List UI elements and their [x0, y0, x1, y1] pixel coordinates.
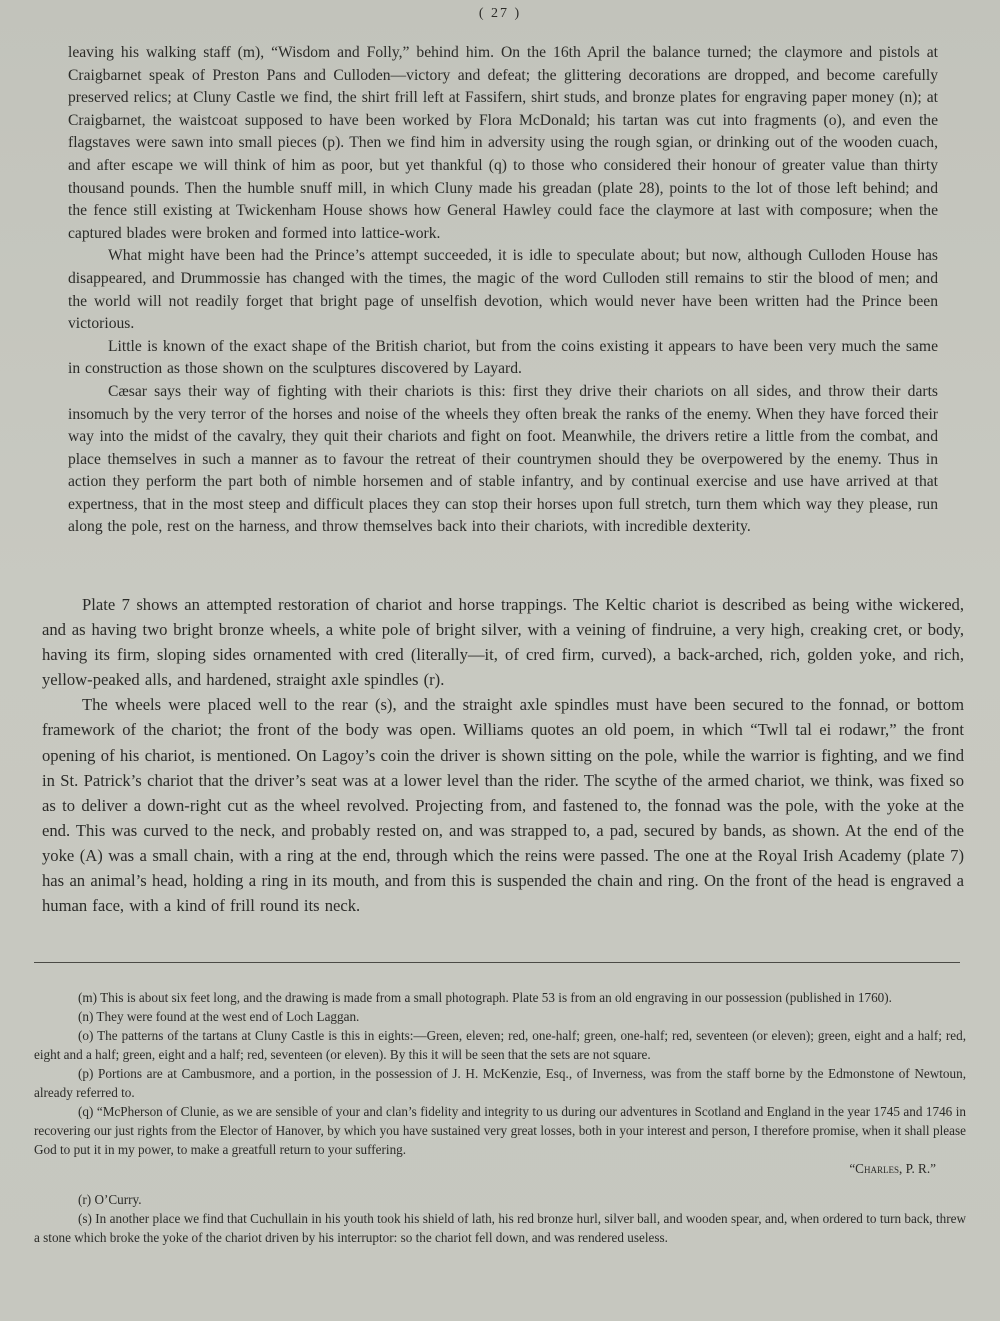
- body-text-lower: [42, 592, 964, 918]
- paragraph-plate-7: Plate 7 shows an attempted restoration of chariot and horse trappings. The Keltic chariot is described as being withe wickered, and as having two bright bronze wheels, a white pole of bright silver, with a veining of findruine, a very high, creaking cret, or body, having its firm, sloping sides ornamented with cred (literally—it, of cred firm, curved), a back-arched, rich, golden yoke, and rich, yellow-peaked alls, and hardened, straight axle spindles (r).: [42, 595, 964, 690]
- body-text-upper: [68, 42, 938, 539]
- footnote-q: (q) “McPherson of Clunie, as we are sensible of your and clan’s fidelity and integrity to us during our adventures in Scotland and England in the year 1745 and 1746 in recovering our just rights from the Elector of Hanover, by which you have sustained very great losses, both in your interest and person, I therefore promise, when it shall please God to put it in my power, to make a greatfull return to your suffering.: [34, 1104, 966, 1157]
- footnote-o: (o) The patterns of the tartans at Cluny Castle is this in eights:—Green, eleven; red, one-half; green, one-half; red, seventeen (or eleven); green, eight and a half; red, eight and a half; green, eight and a half; red, seventeen (or eleven). By this it will be seen that the sets are not square.: [34, 1028, 966, 1062]
- footnote-n: (n) They were found at the west end of Loch Laggan.: [78, 1009, 360, 1024]
- footnote-divider: [34, 962, 960, 963]
- footnote-s: (s) In another place we find that Cuchullain in his youth took his shield of lath, his red bronze hurl, silver ball, and wooden spear, and, when ordered to turn back, threw a stone which broke the yoke of the chariot driven by his interruptor: so the chariot fell down, and was rendered useless.: [34, 1211, 966, 1245]
- footnote-q-signature: “Charles, P. R.”: [849, 1161, 936, 1176]
- paragraph-wheels: The wheels were placed well to the rear (s), and the straight axle spindles must have been secured to the fonnad, or bottom framework of the chariot; the front of the body was open. Williams quotes an old poem, in which “Twll tal ei rodawr,” the front opening of his chariot, is mentioned. On Lagoy’s coin the driver is shown sitting on the pole, while the warrior is fighting, and we find in St. Patrick’s chariot that the driver’s seat was at a lower level than the rider. The scythe of the armed chariot, we think, was fixed so as to deliver a down-right cut as the wheel revolved. Projecting from, and fastened to, the fonnad was the pole, with the yoke at the end. This was curved to the neck, and probably rested on, and was strapped to, a pad, secured by bands, as shown. At the end of the yoke (A) was a small chain, with a ring at the end, through which the reins were passed. The one at the Royal Irish Academy (plate 7) has an animal’s head, holding a ring in its mouth, and from this is suspended the chain and ring. On the front of the head is engraved a human face, with a kind of frill round its neck.: [42, 695, 964, 916]
- paragraph-might-have-been: What might have been had the Prince’s attempt succeeded, it is idle to speculate about; but now, although Culloden House has disappeared, and Drummossie has changed with the times, the magic of the word Culloden still remains to stir the blood of men; and the world will not readily forget that bright page of unselfish devotion, which would never have been written had the Prince been victorious.: [68, 247, 938, 333]
- paragraph-caesar: Cæsar says their way of fighting with their chariots is this: first they drive their chariots on all sides, and throw their darts insomuch by the very terror of the horses and noise of the wheels they often break the ranks of the enemy. When they have forced their way into the midst of the cavalry, they quit their chariots and fight on foot. Meanwhile, the drivers retire a little from the combat, and place themselves in such a manner as to favour the retreat of their countrymen should they be overpowered by the enemy. Thus in action they perform the part both of nimble horsemen and of stable infantry, and by continual exercise and use have arrived at that expertness, that in the most steep and difficult places they can stop their horses upon full stretch, turn them which way they please, run along the pole, rest on the harness, and throw themselves back into their chariots, with incredible dexterity.: [68, 382, 938, 536]
- footnote-m: (m) This is about six feet long, and the drawing is made from a small photograph. Plate 53 is from an old engraving in our possession (published in 1760).: [78, 990, 892, 1005]
- footnote-p: (p) Portions are at Cambusmore, and a portion, in the possession of J. H. McKenzie, Esq., of Inverness, was from the staff borne by the Edmonstone of Newtoun, already referred to.: [34, 1066, 966, 1100]
- paragraph-british-chariot: Little is known of the exact shape of the British chariot, but from the coins existing it appears to have been very much the same in construction as those shown on the sculptures discovered by Layard.: [68, 337, 938, 378]
- footnotes: [34, 988, 966, 1247]
- page-number: ( 27 ): [478, 6, 522, 21]
- footnote-r: (r) O’Curry.: [78, 1192, 142, 1207]
- paragraph-walking-staff: leaving his walking staff (m), “Wisdom and Folly,” behind him. On the 16th April the balance turned; the claymore and pistols at Craigbarnet speak of Preston Pans and Culloden—victory and defeat; the glittering decorations are dropped, and become carefully preserved relics; at Cluny Castle we find, the shirt frill left at Fassifern, shirt studs, and bronze plates for engraving paper money (n); at Craigbarnet, the waistcoat supposed to have been worked by Flora McDonald; his tartan was cut into fragments (o), and even the flagstaves were sawn into small pieces (p). Then we find him in adversity using the rough sgian, or drinking out of the wooden cuach, and after escape we will think of him as poor, but yet thankful (q) to those who considered their honour of greater value than thirty thousand pounds. Then the humble snuff mill, in which Cluny made his greadan (plate 28), points to the lot of those left behind; and the fence still existing at Twickenham House shows how General Hawley could face the claymore at last with composure; when the captured blades were broken and formed into lattice-work.: [68, 44, 938, 242]
- footnote-spacer: [34, 1178, 966, 1190]
